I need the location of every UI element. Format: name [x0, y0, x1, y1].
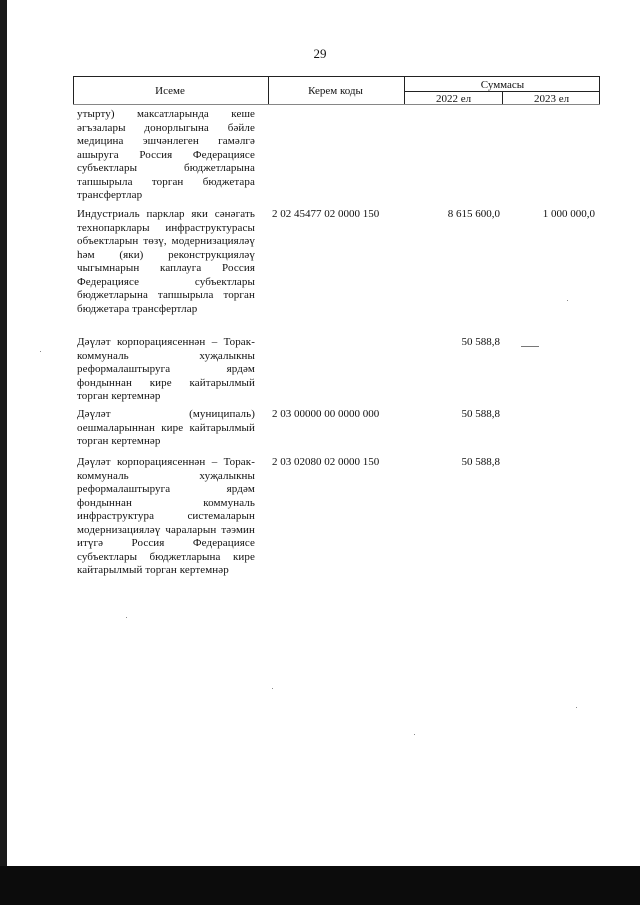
- header-year-2022: 2022 ел: [435, 93, 472, 105]
- scan-speck: [567, 300, 568, 301]
- scan-edge-left: [0, 0, 7, 905]
- empty-value-dash: [521, 346, 539, 347]
- scan-edge-bottom: [0, 866, 640, 905]
- row-value-2023: 1 000 000,0: [542, 208, 595, 220]
- row-name: утырту) максатларында кеше әгъзалары донорлыгына бәйле медицина эшчәнлеген гамәлгә ашыруга Россия Федерациясе субъектлары бюджетларына тапшырыла торган бюджетара трансфертлар: [77, 108, 255, 201]
- header-name: Исеме: [155, 85, 185, 97]
- row-value-2022: 8 615 600,0: [447, 208, 500, 220]
- scan-speck: [272, 688, 273, 689]
- row-code: 2 02 45477 02 0000 150: [272, 208, 380, 220]
- row-value-2022: 50 588,8: [461, 408, 500, 420]
- scan-speck: [40, 351, 41, 352]
- row-value-2022: 50 588,8: [461, 456, 500, 468]
- scan-speck: [414, 734, 415, 735]
- row-name: Индустриаль парклар яки сәнәгать технопарклары инфраструктурасы объектларын төзү, модернизацияләү һәм (яки) реконструкцияләү чыгымнарын каплауга Россия Федерациясе субъектлары бюджетларына тапшырыла торган бюджетара трансфертлар: [77, 208, 255, 315]
- scan-speck: [576, 707, 577, 708]
- row-value-2022: 50 588,8: [461, 336, 500, 348]
- page-number: 29: [313, 46, 327, 61]
- row-code: 2 03 02080 02 0000 150: [272, 456, 380, 468]
- row-name: Дәүләт корпорациясеннән – Торак-коммуналь хуҗалыкны реформалаштыруга ярдәм фондыннан коммуналь инфраструктура системаларын модернизацияләү чараларын тәэмин итүгә Россия Федерациясе субъектлары бюджетларына кире кайтарылмый торган кертемнәр: [77, 456, 255, 576]
- scan-speck: [126, 617, 127, 618]
- header-year-2023: 2023 ел: [533, 93, 570, 105]
- header-sum: Суммасы: [480, 79, 525, 91]
- row-name: Дәүләт корпорациясеннән – Торак-коммуналь хуҗалыкны реформалаштыруга ярдәм фондыннан кире кайтарылмый торган кертемнәр: [77, 336, 255, 402]
- header-code: Керем коды: [308, 85, 363, 97]
- row-code: 2 03 00000 00 0000 000: [272, 408, 380, 420]
- row-name: Дәүләт (муниципаль) оешмаларыннан кире кайтарылмый торган кертемнәр: [77, 408, 255, 447]
